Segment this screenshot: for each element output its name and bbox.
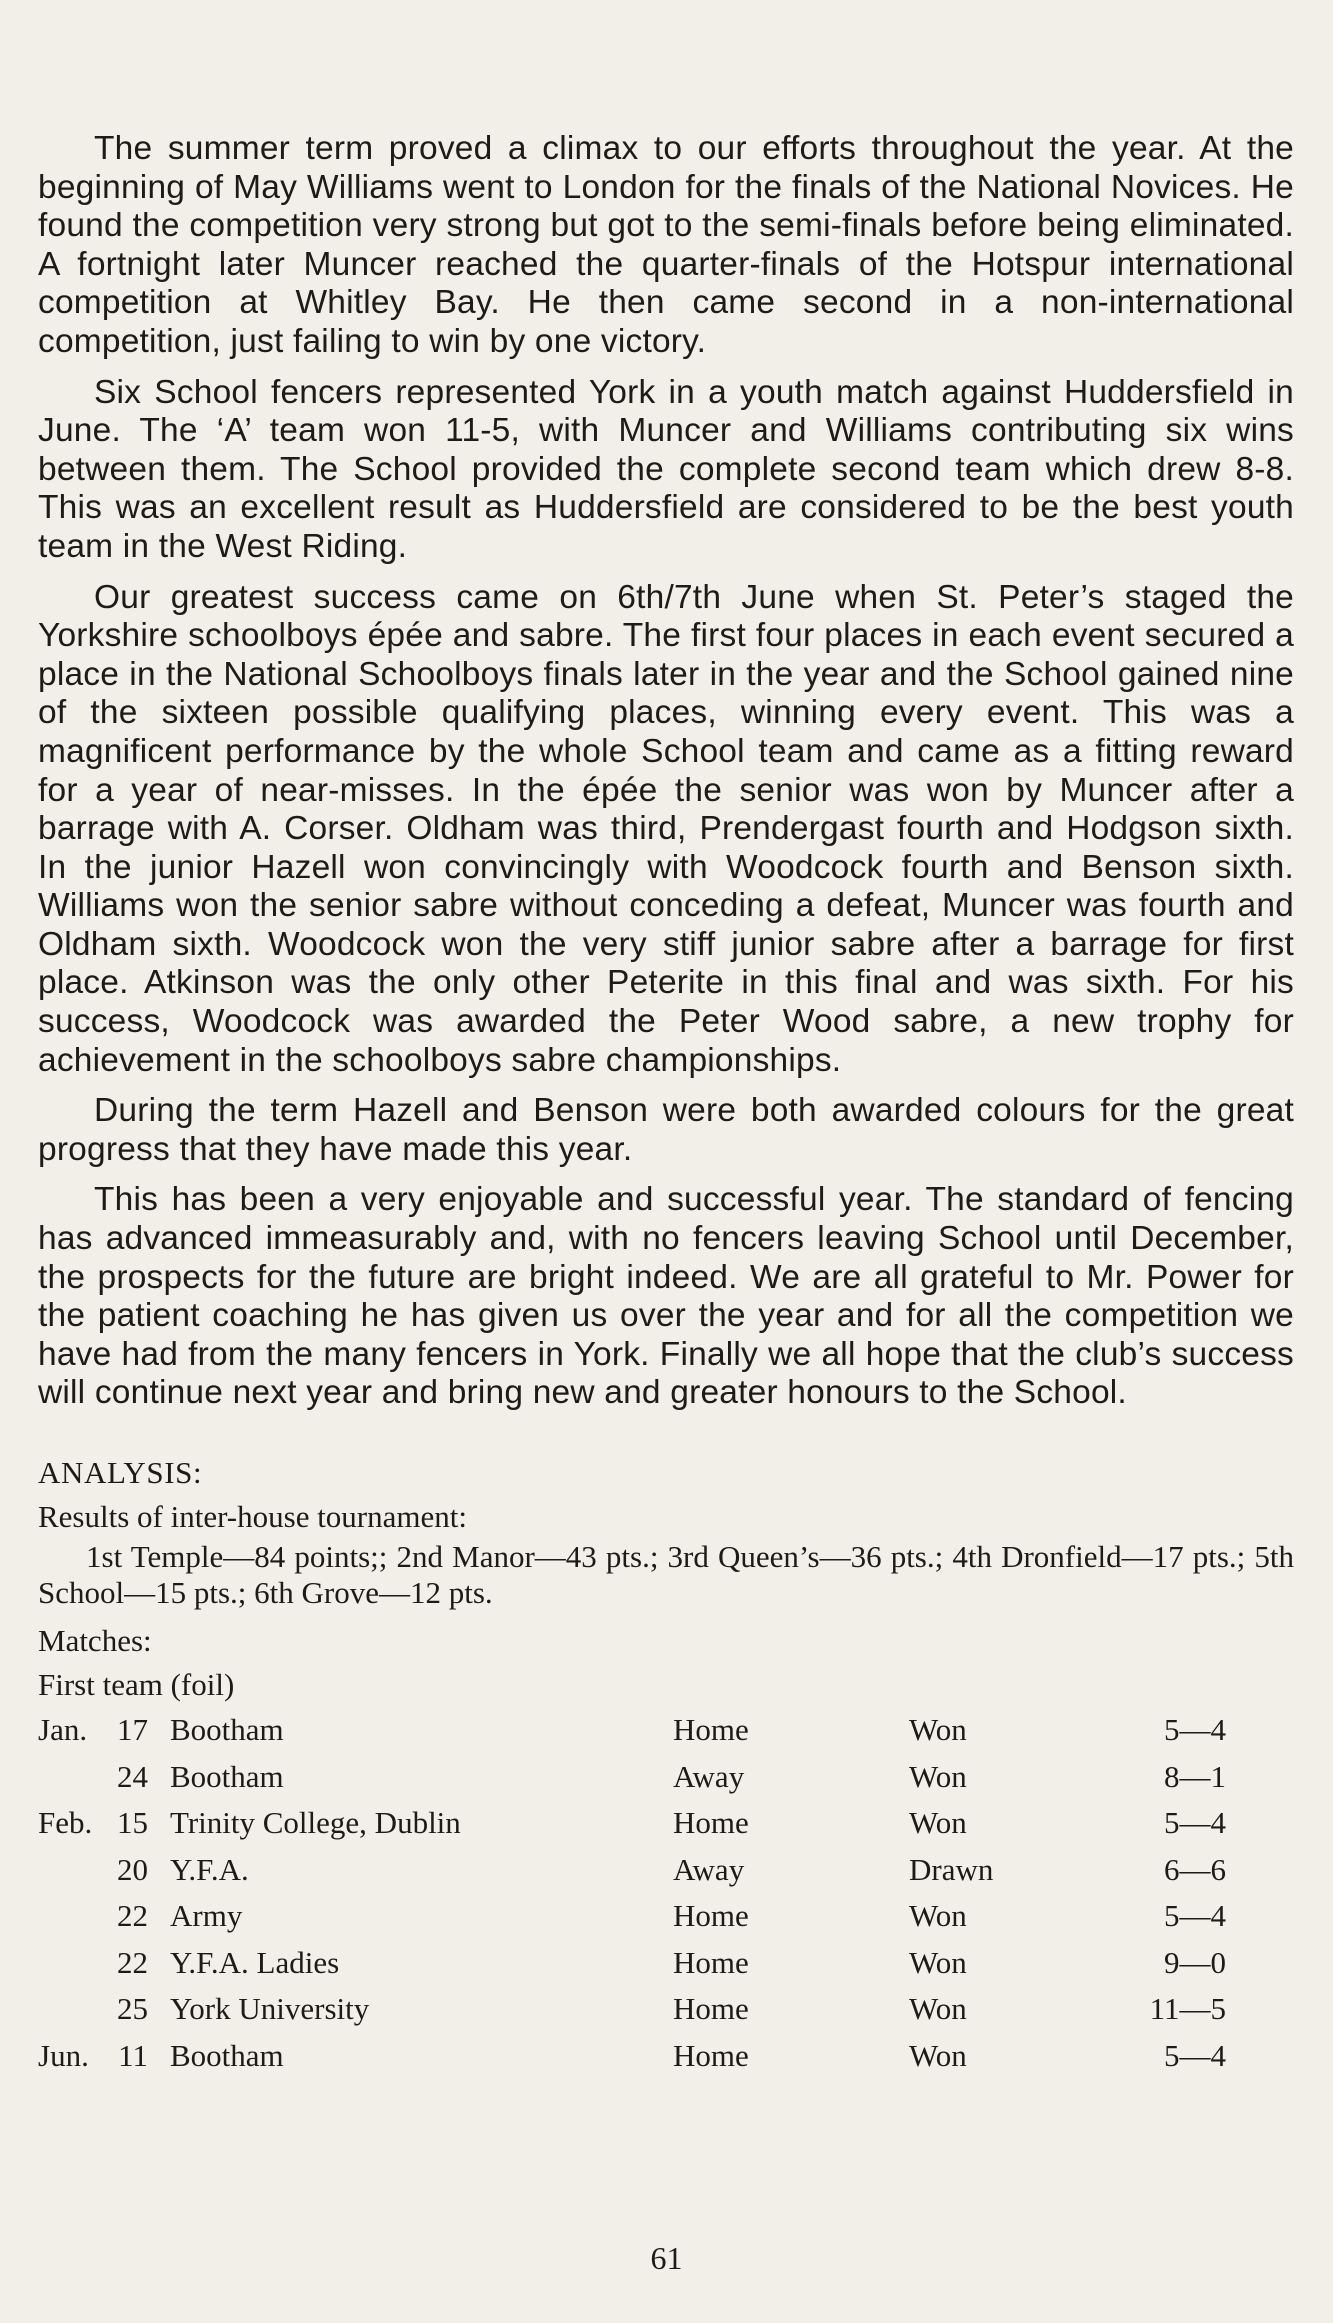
table-row [38, 1986, 1226, 2033]
match-venue: Home [673, 1805, 749, 1841]
match-opponent: Trinity College, Dublin [170, 1805, 461, 1841]
match-month [38, 1940, 98, 1987]
table-row [38, 1940, 1226, 1987]
match-result: Won [909, 1805, 967, 1841]
page-number: 61 [650, 2240, 683, 2276]
match-venue: Home [673, 2037, 749, 2073]
match-score: 5—4 [1164, 1712, 1226, 1748]
match-venue: Away [673, 1851, 745, 1887]
match-opponent: Y.F.A. Ladies [170, 1944, 340, 1980]
match-month: Jun. [38, 2037, 89, 2073]
match-result: Won [909, 1758, 967, 1794]
match-month: Jan. [38, 1712, 88, 1748]
match-venue: Home [673, 1712, 749, 1748]
match-month [38, 1754, 98, 1801]
match-month [38, 1986, 98, 2033]
match-month [38, 1847, 98, 1894]
match-venue: Away [673, 1758, 745, 1794]
match-opponent: Y.F.A. [170, 1851, 249, 1887]
match-day: 22 [117, 1944, 148, 1980]
match-result: Won [909, 1991, 967, 2027]
match-score: 8—1 [1164, 1758, 1226, 1794]
table-row [38, 1754, 1226, 1801]
match-score: 9—0 [1164, 1944, 1226, 1980]
paragraph-conclusion: This has been a very enjoyable and successful year. The standard of fencing has advanced immeasurably and, with no fencers leaving School until December, the prospects for the future are bright indeed. We are all grateful to Mr. Power for the patient coaching he has given us over the year and for all the competition we have had from the many fencers in York. Finally we all hope that the club’s success will continue next year and bring new and greater honours to the School. [38, 1181, 1294, 1412]
match-result: Won [909, 1898, 967, 1934]
paragraph-summer-term: The summer term proved a climax to our efforts throughout the year. At the beginning of May Williams went to London for the finals of the National Novices. He found the competition very strong but got to the semi-finals before being eliminated. A fortnight later Muncer reached the quarter-finals of the Hotspur international competition at Whitley Bay. He then came second in a non-international competition, just failing to win by one victory. [38, 130, 1294, 360]
match-result: Won [909, 2037, 967, 2073]
house-results-label: Results of inter-house tournament: [38, 1499, 467, 1534]
match-day: 15 [117, 1805, 148, 1841]
match-day: 17 [117, 1712, 148, 1748]
team-label: First team (foil) [38, 1667, 235, 1702]
match-day: 22 [117, 1898, 148, 1934]
match-venue: Home [673, 1898, 749, 1934]
match-score: 5—4 [1164, 1898, 1226, 1934]
match-venue: Home [673, 1944, 749, 1980]
matches-table [38, 1707, 1226, 2079]
match-opponent: Army [170, 1898, 243, 1934]
match-result: Won [909, 1712, 967, 1748]
document-page [38, 128, 1294, 2079]
match-month [38, 1893, 98, 1940]
match-score: 5—4 [1164, 1805, 1226, 1841]
paragraph-youth-match: Six School fencers represented York in a youth match against Huddersfield in June. The ‘A’ team won 11-5, with Muncer and Williams contributing six wins between them. The School provided the complete second team which drew 8-8. This was an excellent result as Huddersfield are considered to be the best youth team in the West Riding. [38, 373, 1294, 565]
match-opponent: York University [170, 1991, 370, 2027]
match-result: Drawn [909, 1851, 994, 1887]
table-row [38, 1800, 1226, 1847]
paragraph-colours: During the term Hazell and Benson were both awarded colours for the great progress that they have made this year. [38, 1092, 1294, 1168]
match-day: 25 [117, 1991, 148, 2027]
match-day: 20 [117, 1851, 148, 1887]
table-row [38, 2033, 1226, 2080]
match-score: 5—4 [1164, 2037, 1226, 2073]
table-row [38, 1847, 1226, 1894]
paragraph-greatest-success: Our greatest success came on 6th/7th June when St. Peter’s staged the Yorkshire schoolboys épée and sabre. The first four places in each event secured a place in the National Schoolboys finals later in the year and the School gained nine of the sixteen possible qualifying places, winning every event. This was a magnificent performance by the whole School team and came as a fitting reward for a year of near-misses. In the épée the senior was won by Muncer after a barrage with A. Corser. Oldham was third, Prendergast fourth and Hodgson sixth. In the junior Hazell won convincingly with Woodcock fourth and Benson sixth. Williams won the senior sabre without conceding a defeat, Muncer was fourth and Oldham sixth. Woodcock won the very stiff junior sabre after a barrage for first place. Atkinson was the only other Peterite in this final and was sixth. For his success, Woodcock was awarded the Peter Wood sabre, a new trophy for achievement in the schoolboys sabre championships. [38, 578, 1294, 1079]
match-month: Feb. [38, 1805, 93, 1841]
table-row [38, 1707, 1226, 1754]
house-results: 1st Temple—84 points;; 2nd Manor—43 pts.; 3rd Queen’s—36 pts.; 4th Dronfield—17 pts.; 5th School—15 pts.; 6th Grove—12 pts. [38, 1539, 1294, 1610]
match-opponent: Bootham [170, 1712, 284, 1748]
analysis-heading: ANALYSIS: [38, 1455, 203, 1490]
match-day: 11 [118, 2037, 148, 2073]
match-score: 6—6 [1164, 1851, 1226, 1887]
match-venue: Home [673, 1991, 749, 2027]
match-opponent: Bootham [170, 2037, 284, 2073]
match-result: Won [909, 1944, 967, 1980]
match-score: 11—5 [1149, 1991, 1226, 2027]
match-day: 24 [117, 1758, 148, 1794]
table-row [38, 1893, 1226, 1940]
matches-label: Matches: [38, 1623, 152, 1658]
match-opponent: Bootham [170, 1758, 284, 1794]
analysis-section [38, 1451, 1294, 2079]
